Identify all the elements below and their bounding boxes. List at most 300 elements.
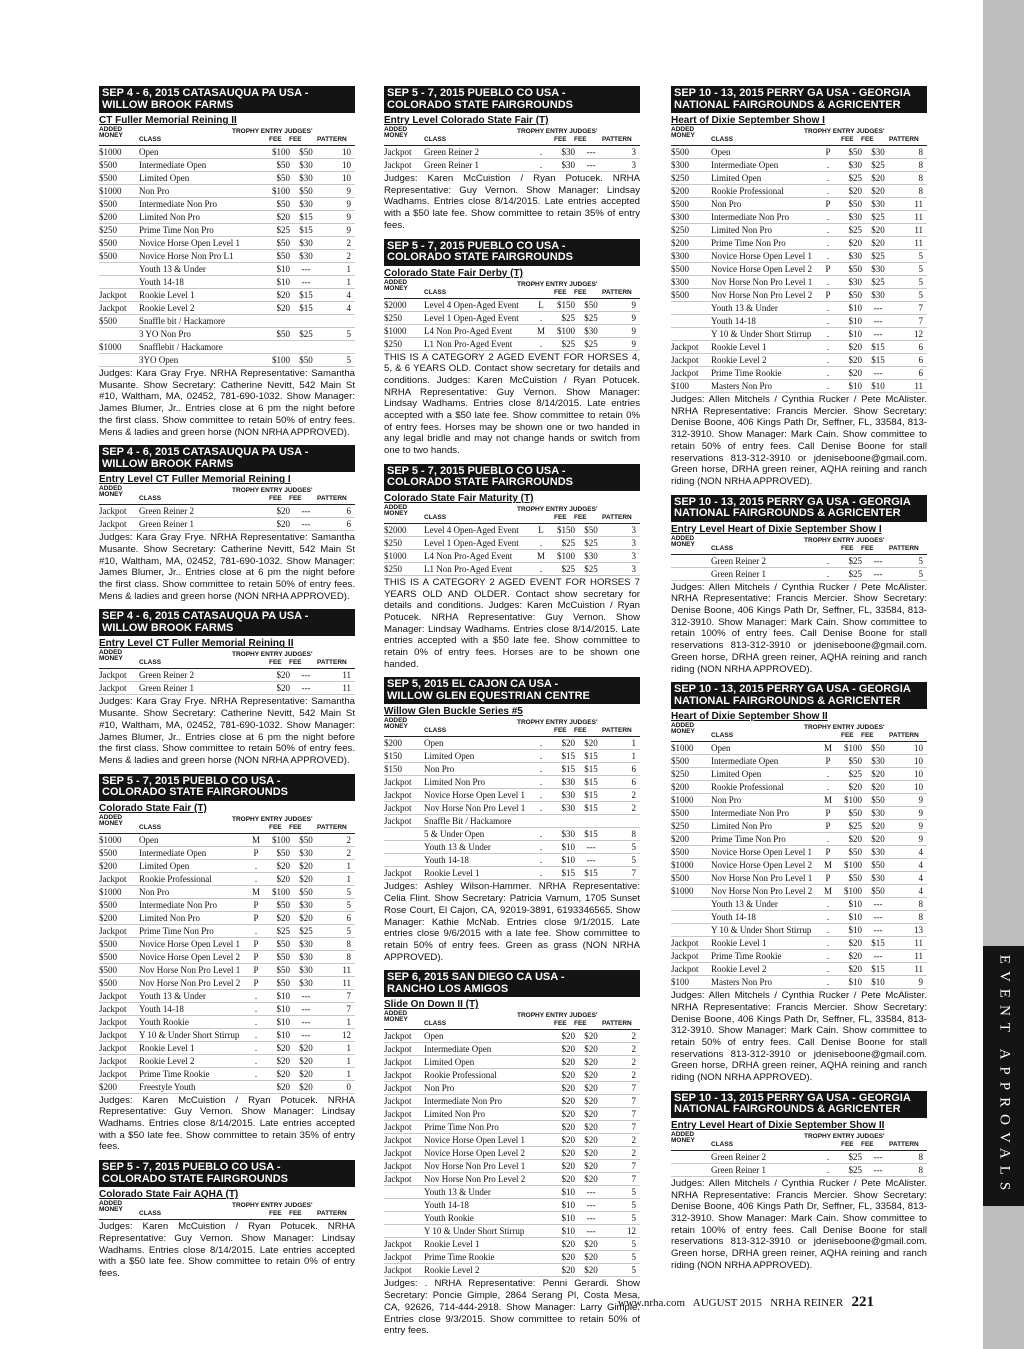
added-money-cell: $200 (671, 782, 689, 793)
added-header: ADDED (384, 717, 408, 725)
trophy-cell: . (826, 964, 830, 975)
judges-fee-cell: --- (301, 1003, 311, 1014)
class-cell: Open (139, 834, 159, 845)
added-money-cell: Jackpot (384, 1161, 412, 1172)
pattern-cell: 7 (631, 1096, 636, 1107)
event-header-line: COLORADO STATE FAIRGROUNDS (387, 476, 573, 489)
trophy-cell: P (825, 199, 831, 209)
pattern-cell: 5 (346, 899, 351, 910)
pattern-cell: 11 (342, 670, 351, 681)
section-tab (983, 946, 1024, 1206)
pattern-cell: 5 (918, 568, 923, 579)
column-2 (384, 86, 640, 1344)
entry-fee-cell: $50 (848, 147, 862, 157)
pattern-cell: 2 (631, 1057, 636, 1068)
show-title: Entry Level CT Fuller Memorial Reining I (99, 474, 291, 486)
judges-fee-cell: $20 (584, 1044, 598, 1055)
added-money-cell: $200 (99, 860, 117, 871)
table-row (671, 885, 927, 898)
event-header (671, 1091, 927, 1118)
trophy-cell: . (826, 316, 830, 326)
money-header: MONEY (671, 540, 695, 548)
class-cell: Snaffle bit / Hackamore (139, 316, 226, 326)
added-money-cell: Jackpot (671, 938, 699, 949)
class-cell: Intermediate Open (711, 756, 779, 767)
pattern-header: PATTERN (889, 136, 919, 143)
added-money-cell: $200 (384, 738, 402, 749)
trophy-cell: . (539, 537, 543, 548)
judges-fee-cell: --- (873, 368, 883, 378)
added-money-cell: Jackpot (384, 1265, 412, 1276)
table-row (99, 1016, 355, 1029)
entry-fee-cell: $10 (848, 316, 862, 326)
entry-fee-cell: $20 (561, 1057, 575, 1068)
class-cell: Novice Horse Open Level 1 (139, 238, 240, 248)
table-row (384, 159, 640, 172)
pattern-cell: 7 (346, 1003, 351, 1014)
table-row (671, 807, 927, 820)
trophy-cell: P (253, 899, 259, 910)
pattern-cell: 11 (342, 977, 351, 988)
class-cell: Green Reiner 2 (424, 147, 479, 157)
entry-fee-cell: $25 (276, 925, 290, 936)
footer-magazine: NRHA REINER (770, 1297, 844, 1309)
table-row (99, 1003, 355, 1016)
judges-fee-cell: $20 (299, 873, 313, 884)
entry-fee-cell: $25 (848, 555, 862, 566)
pattern-cell: 8 (918, 1151, 923, 1162)
entry-fee-cell: $30 (561, 829, 575, 840)
table-row (99, 938, 355, 951)
judges-fee-cell: $20 (299, 1042, 313, 1053)
trophy-entry-judges-header: TROPHY ENTRY JUDGES' (232, 1202, 313, 1210)
entry-fee-cell: $15 (561, 868, 575, 879)
entry-fee-cell: $150 (557, 524, 575, 535)
class-table (671, 555, 927, 581)
class-cell: Non Pro (424, 1083, 455, 1094)
pattern-cell: 9 (631, 325, 636, 336)
table-row (99, 198, 355, 211)
entry-fee-cell: $10 (276, 264, 290, 274)
added-header: ADDED (99, 813, 123, 821)
judges-fee-cell: $20 (584, 1252, 598, 1263)
pattern-cell: 1 (631, 751, 636, 762)
trophy-cell: M (823, 886, 832, 897)
pattern-header: PATTERN (317, 823, 347, 831)
event-header (384, 86, 640, 113)
judges-fee-cell: $20 (584, 1265, 598, 1276)
added-money-cell: $100 (671, 977, 689, 988)
entry-fee-cell: $30 (848, 212, 862, 222)
table-row (384, 841, 640, 854)
class-cell: Open (139, 147, 159, 157)
show-title: Willow Glen Buckle Series #5 (384, 706, 523, 718)
table-row (384, 1121, 640, 1134)
class-cell: Limited Open (139, 860, 190, 871)
judges-fee-cell: $25 (871, 160, 885, 170)
table-row (99, 211, 355, 224)
class-cell: Open (711, 743, 731, 754)
added-money-cell: $500 (671, 199, 689, 209)
added-money-cell: Jackpot (99, 303, 127, 313)
pattern-cell: 8 (918, 1164, 923, 1175)
added-money-cell: $500 (99, 964, 117, 975)
class-cell: Rookie Level 1 (139, 290, 195, 300)
judges-fee-cell: $20 (871, 173, 885, 183)
class-cell: Rookie Level 1 (711, 938, 767, 949)
class-table (384, 146, 640, 172)
trophy-cell: M (823, 743, 832, 754)
pattern-cell: 9 (346, 225, 351, 235)
pattern-cell: 1 (631, 738, 636, 749)
class-cell: Open (711, 147, 731, 157)
event-details-text: Judges: Karen McCuistion / Ryan Potucek. NRHA Representative: Guy Vernon. Show Manager: Lindsay Wadhams. Entries close 8/14/2015. Late entries accepted with a $50 late fee. Show committee to retain 0% of entry fees. (99, 1221, 355, 1279)
pattern-cell: 2 (631, 803, 636, 814)
added-money-cell: $200 (99, 912, 117, 923)
pattern-cell: 7 (631, 1109, 636, 1120)
trophy-cell: . (539, 777, 543, 788)
judges-fee-header: FEE (574, 513, 587, 521)
judges-fee-cell: $15 (871, 355, 885, 365)
pattern-cell: 3 (631, 160, 636, 170)
footer-issue: AUGUST 2015 (692, 1297, 762, 1309)
table-row (384, 763, 640, 776)
money-header: MONEY (99, 1206, 123, 1214)
entry-fee-cell: $30 (561, 160, 575, 170)
table-row (99, 159, 355, 172)
table-row (671, 820, 927, 833)
pattern-cell: 9 (346, 199, 351, 209)
added-money-cell: $500 (99, 160, 117, 170)
money-header: MONEY (99, 491, 123, 499)
event-header (99, 774, 355, 801)
judges-fee-cell: $30 (871, 147, 885, 157)
entry-fee-cell: $10 (561, 842, 575, 853)
added-money-cell: Jackpot (99, 925, 127, 936)
entry-fee-cell: $20 (276, 1068, 290, 1079)
class-cell: Novice Horse Open Level 2 (424, 1148, 525, 1159)
pattern-cell: 7 (631, 1122, 636, 1133)
class-cell: Limited Open (424, 751, 475, 762)
show-title: Heart of Dixie September Show I (671, 115, 825, 126)
judges-fee-cell: --- (873, 1151, 883, 1162)
entry-fee-cell: $20 (848, 186, 862, 196)
added-header: ADDED (384, 126, 408, 133)
pattern-cell: 5 (918, 251, 923, 261)
section-tab-label: EVENT APPROVALS (996, 954, 1012, 1198)
trophy-cell: . (826, 277, 830, 287)
judges-fee-cell: $50 (299, 886, 313, 897)
class-cell: Youth Rookie (424, 1213, 474, 1224)
table-row (671, 354, 927, 367)
pattern-cell: 2 (631, 1044, 636, 1055)
added-money-cell: $500 (671, 290, 689, 300)
trophy-cell: M (823, 795, 832, 806)
pattern-header: PATTERN (602, 1020, 632, 1028)
class-table (671, 1151, 927, 1177)
judges-fee-cell: $30 (299, 977, 313, 988)
entry-fee-header: FEE (554, 136, 567, 143)
trophy-cell: P (253, 847, 259, 858)
entry-fee-cell: $50 (276, 847, 290, 858)
entry-fee-cell: $100 (272, 147, 290, 157)
table-row (99, 847, 355, 860)
class-table (99, 834, 355, 1094)
table-row (99, 873, 355, 886)
judges-fee-header: FEE (861, 1140, 874, 1148)
table-row (671, 924, 927, 937)
pattern-cell: 5 (918, 277, 923, 287)
table-row (99, 185, 355, 198)
money-header: MONEY (671, 728, 695, 736)
judges-fee-cell: $15 (299, 303, 313, 313)
judges-fee-cell: $20 (871, 821, 885, 832)
trophy-cell: . (254, 1055, 258, 1066)
trophy-cell: P (825, 821, 831, 832)
trophy-cell: . (826, 912, 830, 923)
pattern-cell: 1 (346, 1068, 351, 1079)
trophy-cell: P (825, 847, 831, 858)
table-row (384, 299, 640, 312)
class-cell: Youth 14-18 (424, 855, 469, 866)
pattern-cell: 8 (918, 186, 923, 196)
table-row (384, 1134, 640, 1147)
judges-fee-cell: $20 (871, 834, 885, 845)
trophy-cell: . (826, 303, 830, 313)
added-money-cell: $1000 (99, 834, 122, 845)
judges-fee-cell: --- (301, 277, 311, 287)
added-money-cell: $500 (99, 173, 117, 183)
table-row (384, 563, 640, 576)
added-money-cell: Jackpot (99, 990, 127, 1001)
judges-fee-cell: $25 (871, 277, 885, 287)
table-row (99, 518, 355, 531)
class-cell: Y 10 & Under Short Stirrup (711, 329, 812, 339)
table-row (671, 380, 927, 393)
added-money-cell: $300 (671, 251, 689, 261)
event-header-line: WILLOW BROOK FARMS (102, 98, 234, 111)
pattern-cell: 9 (346, 212, 351, 222)
entry-fee-cell: $20 (848, 355, 862, 365)
event-header-line: SEP 6, 2015 SAN DIEGO CA USA - (387, 971, 565, 984)
event-header-line: SEP 10 - 13, 2015 PERRY GA USA - GEORGIA (674, 1091, 911, 1104)
judges-fee-cell: $50 (299, 147, 313, 157)
judges-fee-cell: $25 (871, 212, 885, 222)
table-row (384, 1095, 640, 1108)
class-cell: Youth 13 & Under (424, 842, 491, 853)
event-header-line: SEP 5 - 7, 2015 PUEBLO CO USA - (387, 87, 566, 99)
entry-fee-cell: $20 (276, 303, 290, 313)
pattern-header: PATTERN (602, 136, 632, 143)
trophy-cell: . (826, 925, 830, 936)
pattern-cell: 6 (631, 764, 636, 775)
table-row (671, 898, 927, 911)
judges-fee-cell: $20 (584, 1031, 598, 1042)
entry-fee-cell: $20 (848, 368, 862, 378)
trophy-cell: P (825, 264, 831, 274)
entry-fee-cell: $20 (276, 912, 290, 923)
table-row (99, 302, 355, 315)
table-column-headers (671, 723, 927, 742)
table-row (99, 860, 355, 873)
table-column-headers (384, 718, 640, 737)
judges-fee-cell: --- (301, 264, 311, 274)
added-money-cell: Jackpot (99, 1068, 127, 1079)
table-row (671, 237, 927, 250)
class-cell: Intermediate Non Pro (711, 808, 789, 819)
table-row (671, 833, 927, 846)
added-money-cell: $500 (99, 316, 117, 326)
class-cell: Prime Time Non Pro (139, 925, 214, 936)
judges-fee-header: FEE (289, 136, 302, 143)
table-row (384, 776, 640, 789)
event-block (671, 495, 927, 676)
class-cell: Novice Horse Open Level 1 (139, 938, 240, 949)
class-cell: Youth 14-18 (139, 277, 184, 287)
table-row (671, 794, 927, 807)
class-cell: Limited Non Pro (139, 912, 200, 923)
added-money-cell: $500 (671, 873, 689, 884)
entry-fee-cell: $10 (276, 1016, 290, 1027)
entry-fee-cell: $10 (848, 329, 862, 339)
table-row (384, 867, 640, 880)
entry-fee-cell: $10 (848, 977, 862, 988)
class-cell: Prime Time Rookie (711, 951, 782, 962)
added-money-cell: Jackpot (384, 1096, 412, 1107)
pattern-cell: 11 (342, 964, 351, 975)
entry-fee-cell: $20 (276, 860, 290, 871)
table-row (99, 1055, 355, 1068)
pattern-cell: 11 (342, 683, 351, 694)
table-row (671, 276, 927, 289)
entry-fee-cell: $20 (561, 1083, 575, 1094)
entry-fee-cell: $50 (276, 199, 290, 209)
event-header (99, 1160, 355, 1187)
table-row (99, 354, 355, 367)
event-header-line: NATIONAL FAIRGROUNDS & AGRICENTER (674, 98, 901, 111)
table-row (99, 224, 355, 237)
pattern-cell: 5 (631, 1252, 636, 1263)
pattern-cell: 7 (918, 303, 923, 313)
trophy-entry-judges-header: TROPHY ENTRY JUDGES' (232, 487, 313, 495)
pattern-cell: 5 (918, 264, 923, 274)
judges-fee-cell: $30 (871, 808, 885, 819)
event-header-line: WILLOW BROOK FARMS (102, 621, 234, 634)
entry-fee-header: FEE (841, 136, 854, 143)
class-cell: Green Reiner 2 (711, 555, 766, 566)
table-row (384, 1264, 640, 1277)
class-cell: Youth 14-18 (424, 1200, 469, 1211)
pattern-cell: 9 (918, 808, 923, 819)
judges-fee-cell: $30 (299, 899, 313, 910)
entry-fee-header: FEE (554, 513, 567, 521)
judges-fee-cell: --- (586, 147, 596, 157)
class-cell: Prime Time Rookie (711, 368, 782, 378)
class-cell: Novice Horse Open Level 1 (424, 790, 525, 801)
event-header-line: SEP 5 - 7, 2015 PUEBLO CO USA - (387, 239, 566, 252)
pattern-cell: 5 (346, 355, 351, 365)
table-row (671, 911, 927, 924)
class-cell: Level 4 Open-Aged Event (424, 299, 519, 310)
class-cell: Rookie Professional (424, 1070, 497, 1081)
class-cell: Green Reiner 2 (139, 506, 194, 517)
pattern-cell: 10 (914, 756, 923, 767)
class-table (99, 146, 355, 367)
added-money-cell: $1000 (671, 860, 694, 871)
judges-fee-cell: $50 (584, 299, 598, 310)
event-header (384, 239, 640, 266)
event-details-text: Judges: Karen McCuistion / Ryan Potucek. NRHA Representative: Guy Vernon. Show Manager: Lindsay Wadhams. Entries close 8/14/2015. Late entries accepted with a $50 late fee. Show committee to retain 35% of entry fees. (99, 1094, 355, 1153)
trophy-cell: . (539, 563, 543, 574)
pattern-cell: 12 (914, 329, 923, 339)
entry-fee-cell: $10 (561, 1187, 575, 1198)
added-money-cell: Jackpot (384, 1174, 412, 1185)
class-cell: Limited Open (424, 1057, 475, 1068)
entry-fee-cell: $10 (561, 1226, 575, 1237)
added-header: ADDED (99, 126, 123, 133)
judges-fee-cell: $20 (299, 1055, 313, 1066)
money-header: MONEY (99, 819, 123, 827)
class-cell: Limited Non Pro (424, 777, 485, 788)
trophy-cell: P (825, 873, 831, 884)
event-details-text: Judges: Allen Mitchels / Cynthia Rucker / Pete McAlister. NRHA Representative: Francis Mercier. Show Secretary: Denise Boone, 406 Kings Path Dr, Seffner, FL, 33584, 813-312-3910. Show Manager: Mark Cain. Show committee to retain 50% of entry fees. Call Denise Boone for stall reservations 813-312-3910 or jdeniseboone@gmail.com. Green horse, DRHA green reiner, AQHA reining and ranch riding (NON NRHA APPROVED). (671, 990, 927, 1084)
table-row (384, 828, 640, 841)
class-cell: Nov Horse Non Pro Level 2 (139, 977, 241, 988)
pattern-cell: 1 (346, 873, 351, 884)
pattern-cell: 1 (346, 860, 351, 871)
table-row (671, 872, 927, 885)
class-table (384, 524, 640, 576)
class-cell: Limited Non Pro (711, 821, 772, 832)
judges-fee-cell: $20 (299, 1068, 313, 1079)
show-title: Colorado State Fair Maturity (T) (384, 492, 534, 504)
table-row (384, 1199, 640, 1212)
entry-fee-cell: $30 (561, 803, 575, 814)
pattern-cell: 10 (914, 743, 923, 754)
entry-fee-cell: $30 (561, 790, 575, 801)
trophy-cell: L (538, 524, 544, 535)
entry-fee-cell: $100 (557, 550, 575, 561)
judges-fee-cell: $10 (871, 977, 885, 988)
pattern-cell: 3 (631, 563, 636, 574)
added-money-cell: $500 (671, 756, 689, 767)
class-cell: Limited Open (711, 173, 762, 183)
entry-fee-cell: $10 (561, 1200, 575, 1211)
trophy-cell: . (826, 251, 830, 261)
judges-fee-cell: $20 (871, 782, 885, 793)
added-money-cell: $1000 (99, 342, 122, 352)
judges-fee-header: FEE (289, 495, 302, 503)
event-header-line: SEP 5 - 7, 2015 PUEBLO CO USA - (387, 464, 566, 477)
trophy-cell: M (251, 834, 260, 845)
entry-fee-cell: $20 (561, 1265, 575, 1276)
pattern-header: PATTERN (889, 544, 919, 552)
event-header (99, 86, 355, 113)
table-row (384, 815, 640, 828)
class-header: CLASS (424, 288, 447, 296)
trophy-cell: . (826, 977, 830, 988)
entry-fee-cell: $20 (561, 1044, 575, 1055)
entry-fee-cell: $15 (561, 764, 575, 775)
added-money-cell: Jackpot (384, 1031, 412, 1042)
added-money-cell: Jackpot (384, 160, 412, 170)
added-money-cell: Jackpot (384, 147, 412, 157)
judges-fee-cell: $20 (584, 738, 598, 749)
added-money-cell: $300 (671, 160, 689, 170)
added-money-cell: $500 (99, 977, 117, 988)
pattern-cell: 2 (631, 1135, 636, 1146)
pattern-cell: 11 (914, 225, 923, 235)
